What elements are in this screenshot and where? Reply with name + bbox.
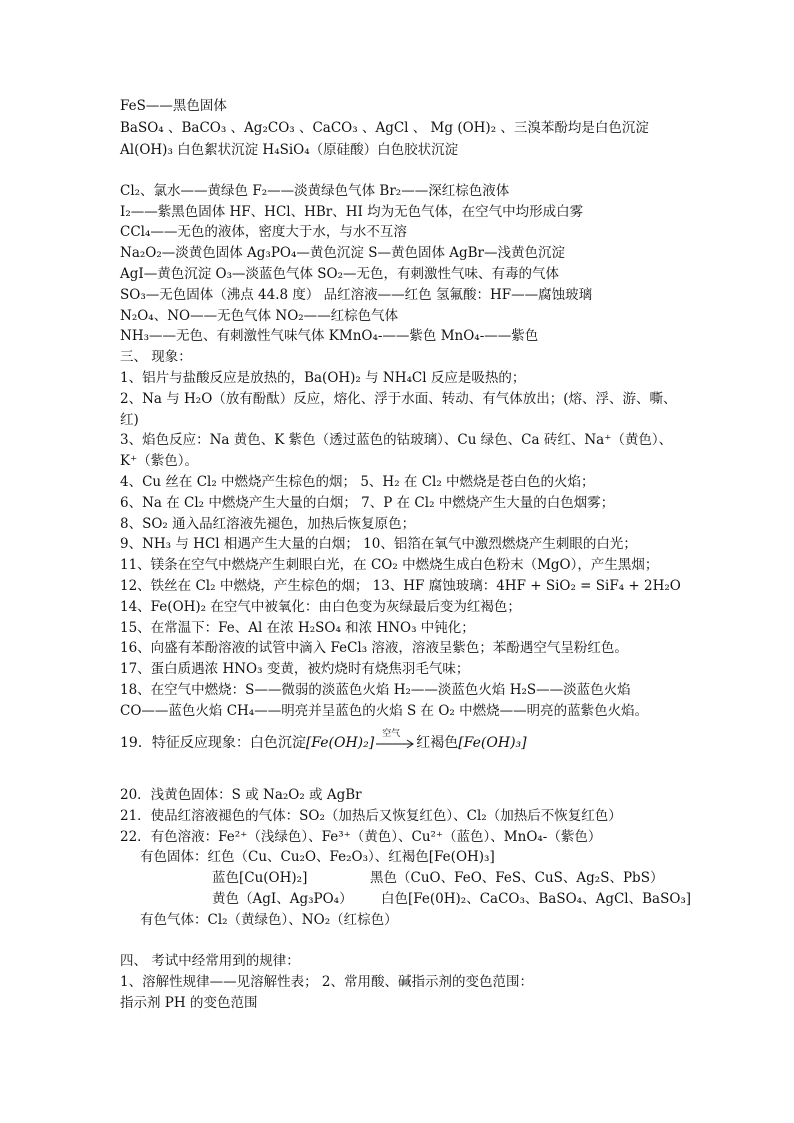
line-fes: FeS——黑色固体 xyxy=(120,98,227,114)
list-item-11: 11、镁条在空气中燃烧产生刺眼白光，在 CO₂ 中燃烧生成白色粉末（MgO），产生黑烟； xyxy=(120,557,659,573)
colored-solids-black: 黑色（CuO、FeO、FeS、CuS、Ag₂S、PbS） xyxy=(370,870,664,886)
list-item-3: 3、焰色反应：Na 黄色、K 紫色（透过蓝色的钴玻璃）、Cu 绿色、Ca 砖红、Na⁺（黄色）、 xyxy=(120,432,673,448)
section-heading-phenomena: 三、 现象： xyxy=(120,349,192,365)
line-gel-precipitates: Al(OH)₃ 白色絮状沉淀 H₄SiO₄（原硅酸）白色胶状沉淀 xyxy=(120,142,459,158)
list-item-16: 16、向盛有苯酚溶液的试管中滴入 FeCl₃ 溶液，溶液呈紫色；苯酚遇空气呈粉红色。 xyxy=(120,640,628,656)
section-heading-rules: 四、 考试中经常用到的规律： xyxy=(120,953,300,969)
colored-gases: 有色气体：Cl₂（黄绿色）、NO₂（红棕色） xyxy=(140,912,398,928)
list-item-19-equation xyxy=(120,729,527,753)
equation-reactant: [Fe(OH)₂] xyxy=(305,735,375,751)
colored-solids-white: 白色[Fe(0H)₂、CaCO₃、BaSO₄、AgCl、BaSO₃] xyxy=(381,891,692,907)
list-item-2-continued: 红) xyxy=(120,412,139,428)
list-item-18: 18、在空气中燃烧：S——微弱的淡蓝色火焰 H₂——淡蓝色火焰 H₂S——淡蓝色火焰 xyxy=(120,682,631,698)
colored-solids-yellow: 黄色（AgI、Ag₃PO₄） xyxy=(212,891,353,907)
equation-product: [Fe(OH)₃] xyxy=(458,735,527,751)
line-ccl4: CCl₄——无色的液体，密度大于水，与水不互溶 xyxy=(120,224,407,240)
list-item-4-5: 4、Cu 丝在 Cl₂ 中燃烧产生棕色的烟； 5、H₂ 在 Cl₂ 中燃烧是苍白色的火焰； xyxy=(120,474,595,490)
line-halogens: Cl₂、氯水——黄绿色 F₂——淡黄绿色气体 Br₂——深红棕色液体 xyxy=(120,183,510,199)
arrow-icon xyxy=(374,733,416,753)
list-item-1: 1、铝片与盐酸反应是放热的，Ba(OH)₂ 与 NH₄Cl 反应是吸热的； xyxy=(120,370,526,386)
rules-item-1-2: 1、溶解性规律——见溶解性表； 2、常用酸、碱指示剂的变色范围： xyxy=(120,974,533,990)
list-item-12-13: 12、铁丝在 Cl₂ 中燃烧，产生棕色的烟； 13、HF 腐蚀玻璃：4HF + SiO₂ = SiF₄ + 2H₂O xyxy=(120,578,681,594)
reaction-arrow xyxy=(374,729,416,753)
line-agi-o3-so2: AgI—黄色沉淀 O₃—淡蓝色气体 SO₂—无色，有刺激性气味、有毒的气体 xyxy=(120,266,560,282)
equation-middle: 红褐色 xyxy=(416,735,459,751)
list-item-3-continued: K⁺（紫色）。 xyxy=(120,453,198,469)
arrow-label: 空气 xyxy=(382,729,401,739)
list-item-17: 17、蛋白质遇浓 HNO₃ 变黄，被灼烧时有烧焦羽毛气味； xyxy=(120,661,470,677)
list-item-22: 22．有色溶液：Fe²⁺（浅绿色）、Fe³⁺（黄色）、Cu²⁺（蓝色）、MnO₄-（紫色） xyxy=(120,829,602,845)
line-white-precipitates: BaSO₄ 、BaCO₃ 、Ag₂CO₃ 、CaCO₃ 、AgCl 、 Mg (OH)₂ 、三溴苯酚均是白色沉淀 xyxy=(120,120,649,136)
list-item-8: 8、SO₂ 通入品红溶液先褪色，加热后恢复原色； xyxy=(120,516,416,532)
colored-solids-red: 有色固体：红色（Cu、Cu₂O、Fe₂O₃）、红褐色[Fe(OH)₃] xyxy=(140,849,495,865)
list-item-21: 21．使品红溶液褪色的气体：SO₂（加热后又恢复红色）、Cl₂（加热后不恢复红色） xyxy=(120,808,622,824)
list-item-14: 14、Fe(OH)₂ 在空气中被氧化：由白色变为灰绿最后变为红褐色； xyxy=(120,599,521,615)
indicator-ph-heading: 指示剂 PH 的变色范围 xyxy=(120,995,258,1011)
line-iodine-hydrogen-halides: I₂——紫黑色固体 HF、HCl、HBr、HI 均为无色气体，在空气中均形成白雾 xyxy=(120,204,584,220)
line-nh3-permanganate: NH₃——无色、有刺激性气味气体 KMnO₄-——紫色 MnO₄-——紫色 xyxy=(120,328,539,344)
list-item-9-10: 9、NH₃ 与 HCl 相遇产生大量的白烟； 10、铝箔在氧气中激烈燃烧产生刺眼的白光； xyxy=(120,536,637,552)
list-item-18-continued: CO——蓝色火焰 CH₄——明亮并呈蓝色的火焰 S 在 O₂ 中燃烧——明亮的蓝紫色火焰。 xyxy=(120,703,649,719)
line-nitrogen-oxides: N₂O₄、NO——无色气体 NO₂——红棕色气体 xyxy=(120,308,399,324)
list-item-6-7: 6、Na 在 Cl₂ 中燃烧产生大量的白烟； 7、P 在 Cl₂ 中燃烧产生大量的白色烟雾； xyxy=(120,495,615,511)
equation-prefix: 19．特征反应现象：白色沉淀 xyxy=(120,735,306,751)
line-so3-hf: SO₃—无色固体（沸点 44.8 度） 品红溶液——红色 氢氟酸：HF——腐蚀玻璃 xyxy=(120,287,593,303)
line-yellow-solids: Na₂O₂—淡黄色固体 Ag₃PO₄—黄色沉淀 S—黄色固体 AgBr—浅黄色沉淀 xyxy=(120,245,566,261)
list-item-2: 2、Na 与 H₂O（放有酚酞）反应，熔化、浮于水面、转动、有气体放出；(熔、浮、游、嘶、 xyxy=(120,391,677,407)
list-item-15: 15、在常温下：Fe、Al 在浓 H₂SO₄ 和浓 HNO₃ 中钝化； xyxy=(120,620,475,636)
colored-solids-blue: 蓝色[Cu(OH)₂] xyxy=(212,870,308,886)
list-item-20: 20．浅黄色固体：S 或 Na₂O₂ 或 AgBr xyxy=(120,787,362,803)
